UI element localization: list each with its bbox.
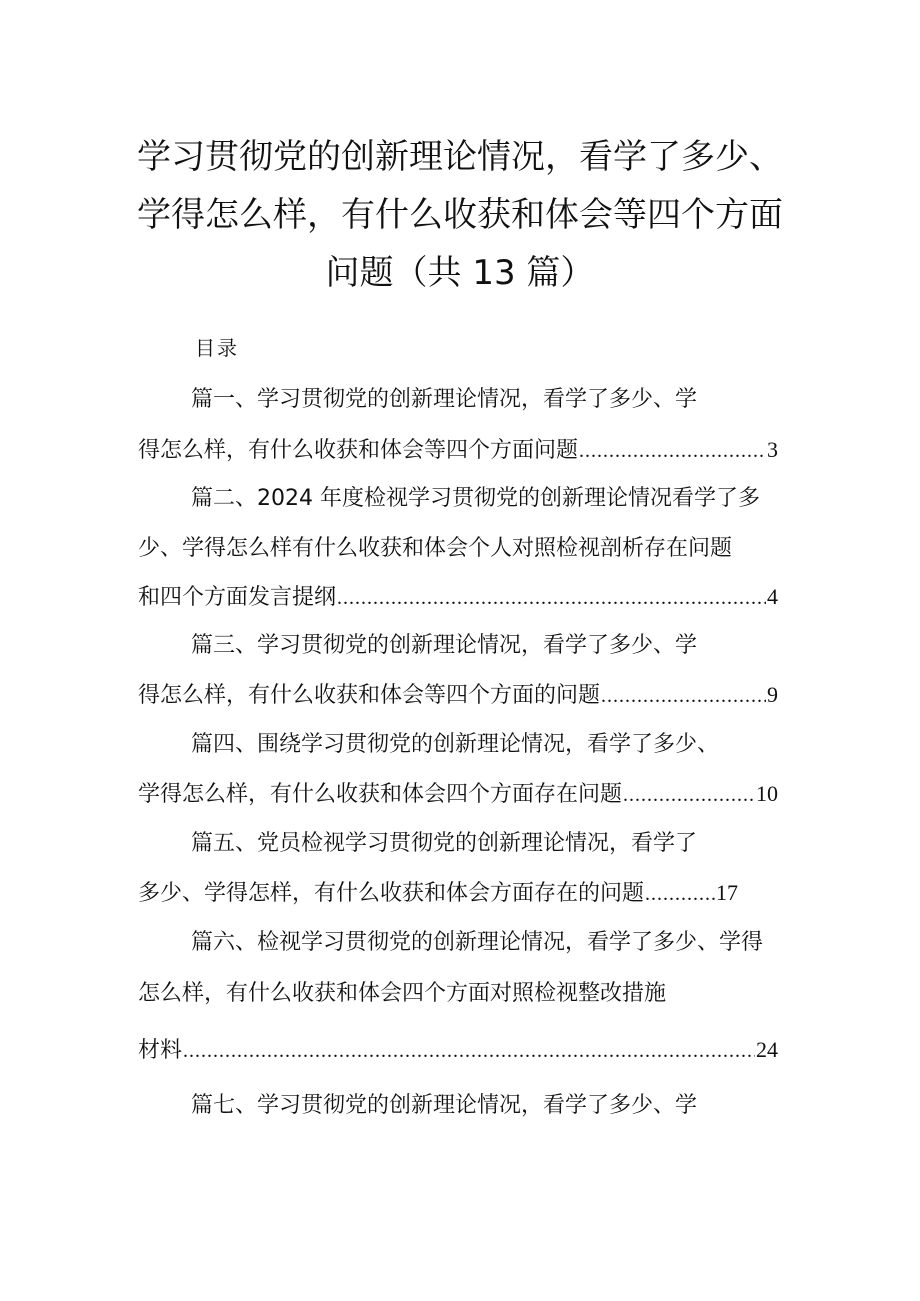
dot-leader xyxy=(645,877,715,910)
toc-heading: 目录 xyxy=(195,336,239,360)
dot-leader xyxy=(579,434,766,467)
toc-entry-6-page: 24 xyxy=(756,1037,778,1062)
toc-entry-1-line-1: 篇一、学习贯彻党的创新理论情况，看学了多少、学 xyxy=(191,387,698,412)
toc-entry-6-line-1: 篇六、检视学习贯彻党的创新理论情况，看学了多少、学得 xyxy=(191,930,764,955)
toc-entry-2-line-2: 少、学得怎么样有什么收获和体会个人对照检视剖析存在问题 xyxy=(138,536,733,561)
toc-entry-4-line-2 xyxy=(138,777,778,811)
dot-leader xyxy=(337,581,766,614)
toc-entry-2-page: 4 xyxy=(767,584,778,609)
toc-entry-6-text: 材料 xyxy=(138,1038,183,1063)
document-title xyxy=(0,128,920,302)
dot-leader xyxy=(601,679,766,712)
toc-entry-3-text: 得怎么样，有什么收获和体会等四个方面的问题 xyxy=(138,683,601,708)
toc-entry-3-line-1: 篇三、学习贯彻党的创新理论情况，看学了多少、学 xyxy=(191,633,698,658)
toc-entry-6-line-2: 怎么样，有什么收获和体会四个方面对照检视整改措施 xyxy=(138,981,667,1006)
toc-entry-3-line-2 xyxy=(138,678,778,712)
toc-entry-2-line-1: 篇二、2024 年度检视学习贯彻党的创新理论情况看学了多 xyxy=(191,486,760,511)
toc-entry-4-text: 学得怎么样，有什么收获和体会四个方面存在问题 xyxy=(138,782,623,807)
toc-entry-2-line-3 xyxy=(138,580,778,614)
toc-entry-6-line-3 xyxy=(138,1033,778,1067)
toc-entry-5-text: 多少、学得怎样，有什么收获和体会方面存在的问题 xyxy=(138,881,645,906)
toc-entry-2-text: 和四个方面发言提纲 xyxy=(138,585,337,610)
dot-leader xyxy=(623,778,755,811)
title-line-1: 学习贯彻党的创新理论情况，看学了多少、 xyxy=(137,137,783,177)
dot-leader xyxy=(183,1034,755,1067)
toc-entry-4-line-1: 篇四、围绕学习贯彻党的创新理论情况，看学了多少、 xyxy=(191,732,720,757)
toc-entry-3-page: 9 xyxy=(767,682,778,707)
toc-entry-1-page: 3 xyxy=(767,437,778,462)
toc-entry-1-text: 得怎么样，有什么收获和体会等四个方面问题 xyxy=(138,438,579,463)
toc-entry-1-line-2 xyxy=(138,433,778,467)
toc-entry-4-page: 10 xyxy=(756,781,778,806)
toc-entry-7-line-1: 篇七、学习贯彻党的创新理论情况，看学了多少、学 xyxy=(191,1093,698,1118)
title-line-2: 学得怎么样，有什么收获和体会等四个方面 xyxy=(137,195,783,235)
toc-entry-5-line-2 xyxy=(138,876,738,910)
toc-entry-5-line-1: 篇五、党员检视学习贯彻党的创新理论情况，看学了 xyxy=(191,831,698,856)
title-line-3: 问题（共 13 篇） xyxy=(325,253,595,293)
toc-entry-5-page: 17 xyxy=(716,880,738,905)
